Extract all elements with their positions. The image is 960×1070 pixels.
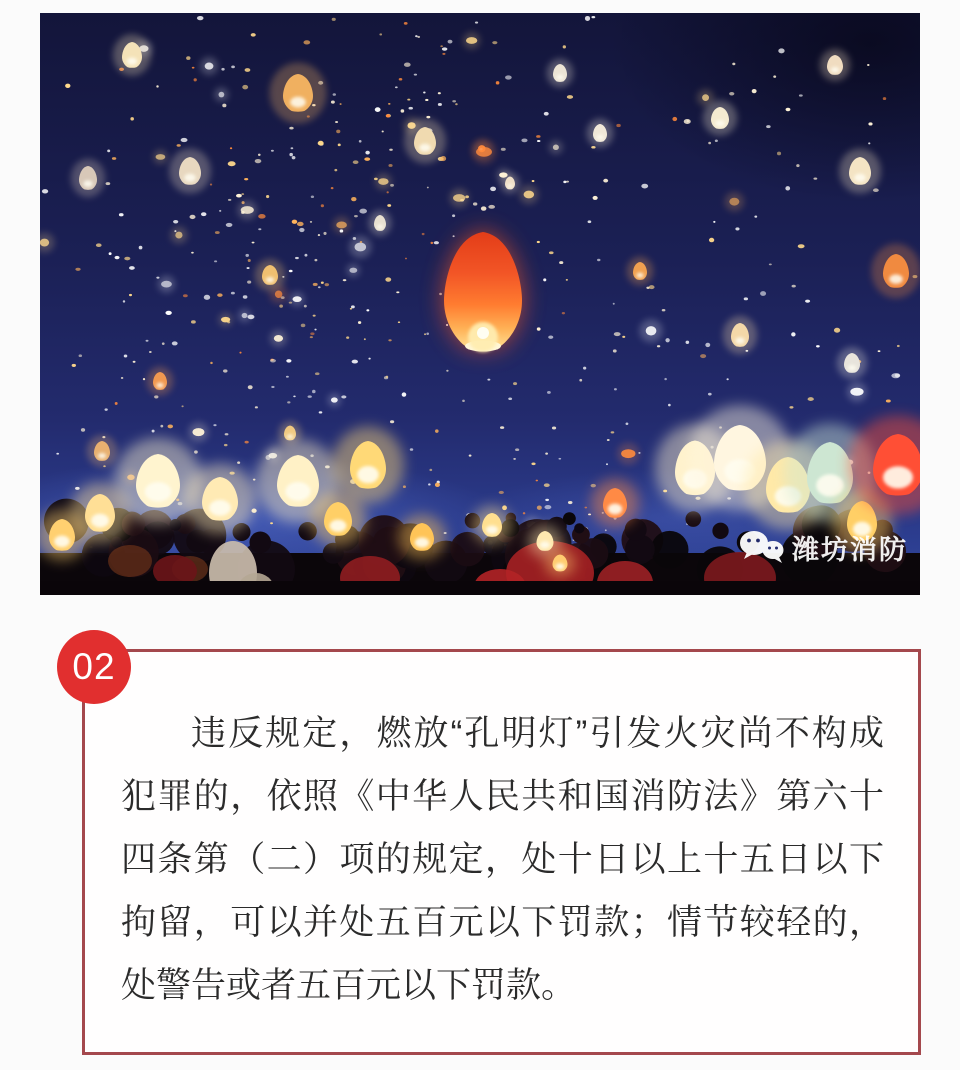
paragraph-line: 处警告或者五百元以下罚款。 <box>121 966 577 1005</box>
section-number-badge <box>57 630 131 704</box>
lantern-photo-canvas <box>40 13 920 595</box>
lantern-festival-photo <box>40 13 920 595</box>
paragraph-line: 拘留，可以并处五百元以下罚款；情节较轻的， <box>121 903 884 942</box>
legal-paragraph <box>121 702 884 1017</box>
watermark-label: 潍坊消防 <box>792 535 908 565</box>
paragraph-line: 四条第（二）项的规定，处十日以上十五日以下 <box>121 840 884 879</box>
section-card <box>82 649 921 1055</box>
photo-bottom-fringe <box>40 581 920 595</box>
paragraph-line: 违反规定，燃放“孔明灯”引发火灾尚不构成 <box>191 714 884 753</box>
paragraph-line: 犯罪的，依照《中华人民共和国消防法》第六十 <box>121 777 884 816</box>
section-number: 02 <box>72 646 116 687</box>
